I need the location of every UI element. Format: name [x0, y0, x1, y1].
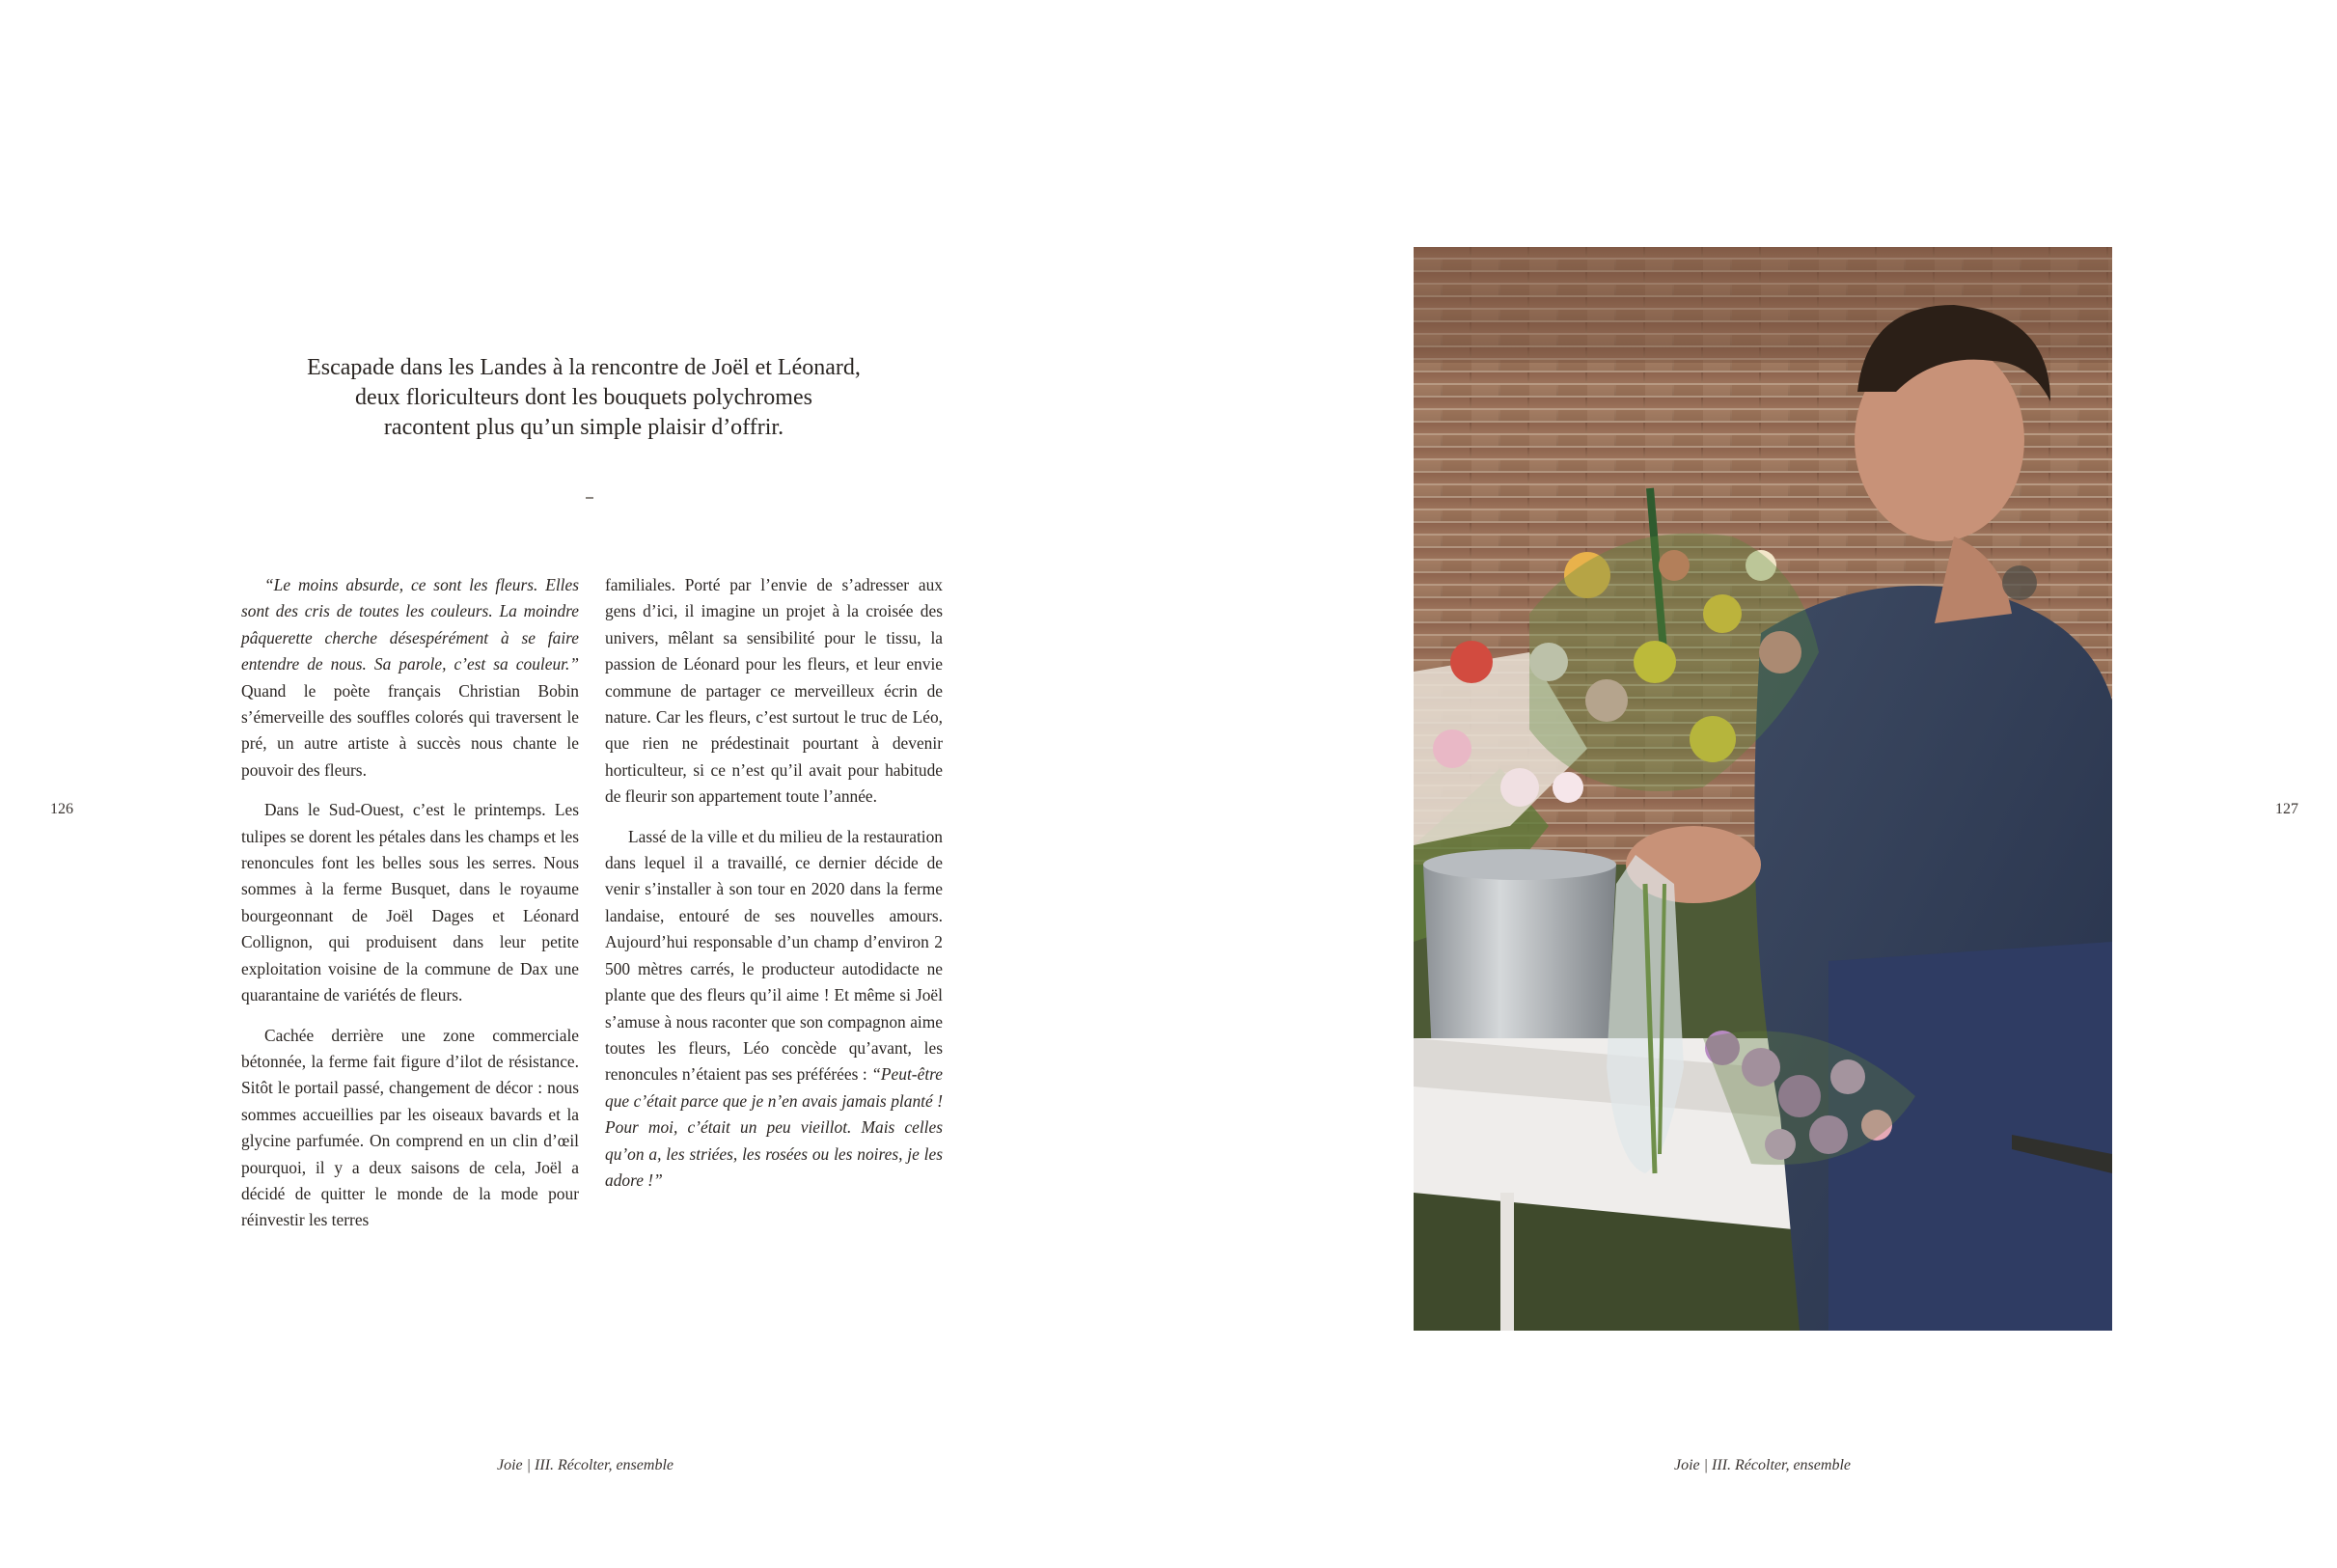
left-page — [0, 0, 1168, 1568]
paragraph: familiales. Porté par l’envie de s’adresser aux gens d’ici, il imagine un projet à la croisée des univers, mêlant sa sensibilité pour le tissu, la passion de Léonard pour les fleurs, et leur envie commune de partager ce merveilleux écrin de nature. Car les fleurs, c’est surtout le truc de Léo, que rien ne prédestinait pourtant à devenir horticulteur, si ce n’est qu’il avait pour habitude de fleurir son appartement toute l’année. — [605, 575, 943, 807]
intro-line: Escapade dans les Landes à la rencontre de Joël et Léonard, — [307, 355, 861, 380]
leo-quote: “Peut-être que c’était parce que je n’en avais jamais planté ! Pour moi, c’était un peu vieillot. Mais celles qu’on a, les striées, les rosées ou les noires, je les adore !” — [605, 1064, 943, 1190]
paragraph-text: Quand le poète français Christian Bobin s’émerveille des souffles colorés qui traversent le pré, un autre artiste à succès nous chante le pouvoir des fleurs. — [241, 680, 579, 780]
florist-photo-illustration — [1414, 247, 2112, 1331]
text-column-1 — [241, 572, 579, 1248]
paragraph — [241, 572, 579, 784]
running-head-right: Joie | III. Récolter, ensemble — [1674, 1457, 1851, 1473]
page-number-right: 127 — [2275, 801, 2298, 817]
paragraph: Cachée derrière une zone commerciale bétonnée, la ferme fait figure d’ilot de résistance. Sitôt le portail passé, changement de décor : nous sommes accueillies par les oiseaux bavards et la glycine parfumée. On comprend en un clin d’œil pourquoi, il y a deux saisons de cela, Joël a décidé de quitter le monde de la mode pour réinvestir les terres — [241, 1025, 579, 1230]
paragraph: Dans le Sud-Ouest, c’est le printemps. Les tulipes se dorent les pétales dans les champs et les renoncules font les belles sous les serres. Nous sommes à la ferme Busquet, dans le royaume bourgeonnant de Joël Dages et Léonard Collignon, qui produisent dans leur petite exploitation voisine de la commune de Dax une quarantaine de variétés de fleurs. — [241, 800, 579, 1005]
bobin-quote: “Le moins absurde, ce sont les fleurs. Elles sont des cris de toutes les couleurs. La moindre pâquerette cherche désespérément à se faire entendre de nous. Sa parole, c’est sa couleur.” — [241, 575, 579, 674]
paragraph — [605, 824, 943, 1195]
page-number-left: 126 — [50, 801, 73, 817]
intro-line: deux floriculteurs dont les bouquets polychromes — [355, 385, 812, 410]
florist-photo — [1414, 247, 2112, 1331]
intro-standfirst — [289, 353, 878, 443]
intro-line: racontent plus qu’un simple plaisir d’offrir. — [383, 415, 784, 440]
text-column-2 — [605, 572, 943, 1207]
paragraph-text: Lassé de la ville et du milieu de la restauration dans lequel il a travaillé, ce dernier décide de venir s’installer à son tour en 2020 dans la ferme landaise, entouré de ses nouvelles amours. Aujourd’hui responsable d’un champ d’environ 2 500 mètres carrés, le producteur autodidacte ne plante que des fleurs qu’il aime ! Et même si Joël s’amuse à nous raconter que son compagnon aime toutes les fleurs, Léo concède qu’avant, les renoncules n’étaient pas ses préférées : — [605, 826, 943, 1085]
running-head-left: Joie | III. Récolter, ensemble — [497, 1457, 674, 1473]
separator-dash — [586, 497, 593, 499]
